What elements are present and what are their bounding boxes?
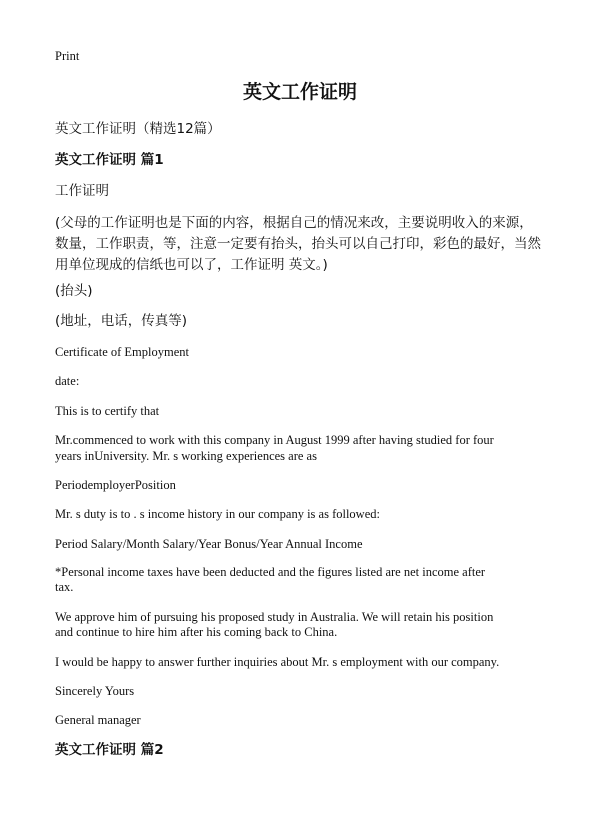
document-title: 英文工作证明 — [242, 81, 357, 103]
signature-title: General manager — [55, 713, 141, 727]
duty-line: Mr. s duty is to . s income history in our company is as followed: — [55, 507, 380, 521]
commenced-line: years inUniversity. Mr. s working experiences are as — [55, 449, 317, 463]
contact-info-label: (地址，电话，传真等) — [55, 313, 188, 329]
note-line: (父母的工作证明也是下面的内容，根据自己的情况来改，主要说明收入的来源， — [55, 215, 533, 231]
commenced-line: Mr.commenced to work with this company in August 1999 after having studied for four — [55, 433, 494, 447]
work-certificate-label: 工作证明 — [55, 183, 109, 199]
closing-salutation: Sincerely Yours — [55, 684, 135, 698]
section-heading-2: 英文工作证明 篇2 — [55, 742, 164, 758]
approve-line: We approve him of pursuing his proposed study in Australia. We will retain his position — [55, 610, 494, 624]
commenced-paragraph — [55, 432, 494, 464]
approve-line: and continue to hire him after his coming back to China. — [55, 625, 338, 639]
happy-to-answer-line: I would be happy to answer further inquiries about Mr. s employment with our company. — [55, 655, 500, 669]
date-label: date: — [55, 374, 80, 388]
income-table-header: Period Salary/Month Salary/Year Bonus/Year Annual Income — [55, 537, 363, 551]
note-line: 数量，工作职责，等，注意一定要有抬头，抬头可以自己打印，彩色的最好，当然 — [55, 236, 541, 252]
certify-line: This is to certify that — [55, 404, 160, 418]
tax-paragraph — [55, 565, 485, 595]
approve-paragraph — [55, 610, 493, 640]
print-link[interactable]: Print — [55, 49, 80, 63]
letterhead-label: (抬头) — [55, 283, 93, 299]
employment-table-header: PeriodemployerPosition — [55, 478, 176, 492]
tax-line: tax. — [55, 580, 74, 594]
tax-line: *Personal income taxes have been deducted and the figures listed are net income after — [55, 565, 486, 579]
note-line: 用单位现成的信纸也可以了，工作证明 英文。) — [55, 257, 328, 273]
note-paragraph — [55, 213, 541, 276]
certificate-title: Certificate of Employment — [55, 345, 189, 359]
section-heading-1: 英文工作证明 篇1 — [55, 152, 164, 168]
document-subtitle: 英文工作证明（精选12篇） — [55, 121, 221, 137]
